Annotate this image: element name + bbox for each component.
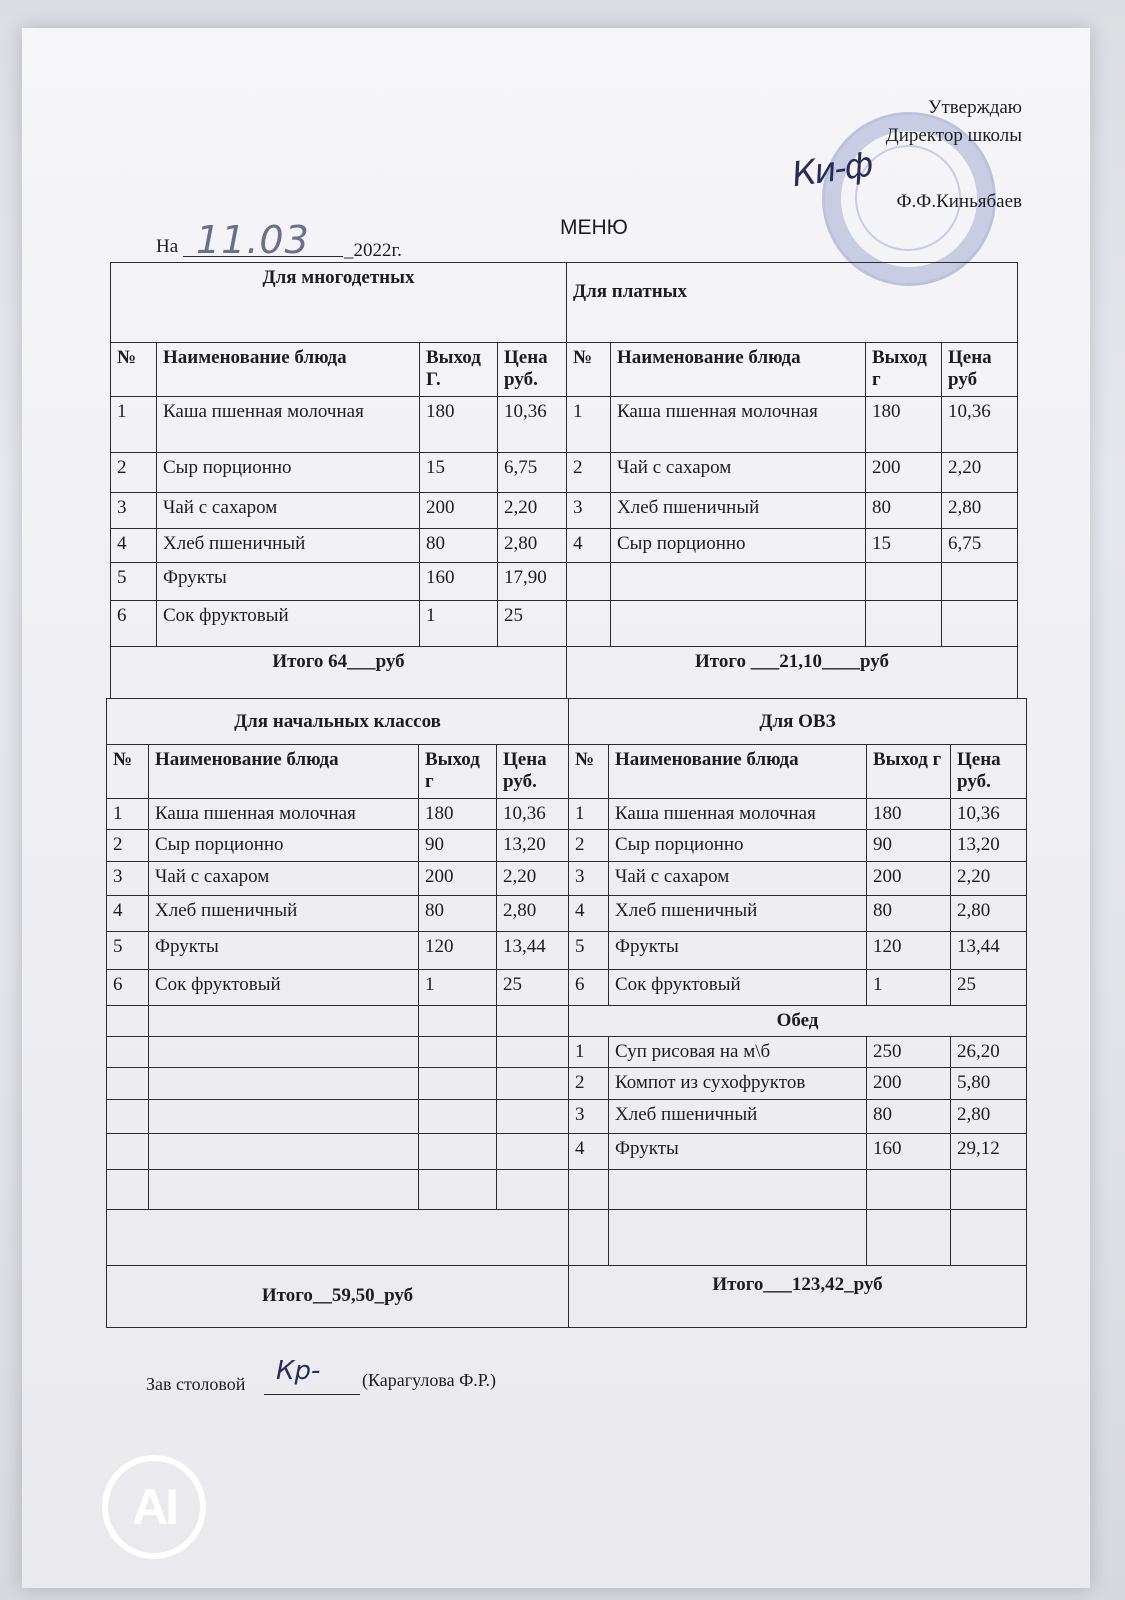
row-price: 13,44 (497, 931, 569, 969)
table-row (107, 799, 1027, 830)
row-price: 29,12 (951, 1133, 1027, 1169)
row-yield: 120 (419, 931, 497, 969)
table-row (111, 397, 1018, 453)
col-header-price: Цена руб. (951, 745, 1027, 799)
row-no: 5 (107, 931, 149, 969)
empty-cell (107, 1209, 569, 1265)
table-row (107, 1133, 1027, 1169)
col-header-yield: Выход г (867, 745, 951, 799)
watermark-logo: AI (102, 1455, 206, 1559)
total-paid: Итого ___21,10____руб (567, 647, 1018, 699)
table-row (111, 493, 1018, 529)
row-no: 6 (111, 601, 157, 647)
row-yield: 200 (867, 1067, 951, 1099)
row-yield: 80 (867, 895, 951, 931)
row-no: 1 (111, 397, 157, 453)
empty-cell (107, 1169, 149, 1209)
col-header-no: № (111, 343, 157, 397)
row-price: 17,90 (498, 563, 567, 601)
col-header-dish: Наименование блюда (149, 745, 419, 799)
row-yield: 200 (866, 453, 942, 493)
table-row (107, 1036, 1027, 1067)
row-yield: 15 (420, 453, 498, 493)
empty-cell (609, 1169, 867, 1209)
empty-cell (569, 1209, 609, 1265)
empty-cell (149, 1036, 419, 1067)
row-yield: 80 (867, 1099, 951, 1133)
empty-cell (149, 1169, 419, 1209)
empty-cell (867, 1169, 951, 1209)
row-yield: 160 (420, 563, 498, 601)
empty-cell (951, 1209, 1027, 1265)
row-price: 2,80 (951, 1099, 1027, 1133)
row-dish: Чай с сахаром (611, 453, 866, 493)
row-price: 13,20 (497, 829, 569, 861)
row-no: 3 (107, 861, 149, 895)
row-dish: Фрукты (609, 1133, 867, 1169)
empty-cell (497, 1133, 569, 1169)
row-no: 4 (569, 895, 609, 931)
empty-cell (866, 601, 942, 647)
empty-cell (149, 1067, 419, 1099)
row-dish: Фрукты (609, 931, 867, 969)
row-dish: Сыр порционно (157, 453, 420, 493)
row-dish: Каша пшенная молочная (157, 397, 420, 453)
empty-cell (942, 563, 1018, 601)
empty-cell (567, 601, 611, 647)
date-year: _2022г. (344, 240, 402, 261)
approval-line-1: Утверждаю (928, 97, 1022, 118)
total-primary: Итого__59,50_руб (107, 1265, 569, 1327)
table-row (107, 861, 1027, 895)
row-yield: 90 (419, 829, 497, 861)
row-yield: 180 (866, 397, 942, 453)
row-price: 5,80 (951, 1067, 1027, 1099)
row-dish: Сыр порционно (149, 829, 419, 861)
table-row (107, 969, 1027, 1005)
empty-cell (107, 1133, 149, 1169)
empty-cell (149, 1133, 419, 1169)
col-header-price: Цена руб (942, 343, 1018, 397)
row-yield: 180 (419, 799, 497, 830)
row-dish: Суп рисовая на м\б (609, 1036, 867, 1067)
row-yield: 120 (867, 931, 951, 969)
menu-table-top (110, 262, 1018, 699)
table-row (111, 601, 1018, 647)
section-heading-primary: Для начальных классов (107, 699, 569, 745)
col-header-no: № (107, 745, 149, 799)
row-price: 25 (498, 601, 567, 647)
row-yield: 1 (419, 969, 497, 1005)
row-price: 2,20 (951, 861, 1027, 895)
row-price: 10,36 (498, 397, 567, 453)
row-dish: Сок фруктовый (609, 969, 867, 1005)
empty-cell (497, 1036, 569, 1067)
row-price: 2,80 (942, 493, 1018, 529)
row-price: 10,36 (497, 799, 569, 830)
table-row (107, 1099, 1027, 1133)
row-yield: 180 (420, 397, 498, 453)
table-row (107, 1067, 1027, 1099)
empty-cell (107, 1005, 149, 1036)
row-yield: 80 (866, 493, 942, 529)
empty-cell (609, 1209, 867, 1265)
row-yield: 200 (420, 493, 498, 529)
row-dish: Каша пшенная молочная (611, 397, 866, 453)
total-many: Итого 64___руб (111, 647, 567, 699)
row-price: 2,80 (497, 895, 569, 931)
row-price: 10,36 (951, 799, 1027, 830)
total-ovz: Итого___123,42_руб (569, 1265, 1027, 1327)
row-yield: 180 (867, 799, 951, 830)
row-dish: Хлеб пшеничный (149, 895, 419, 931)
row-no: 3 (569, 861, 609, 895)
row-price: 13,44 (951, 931, 1027, 969)
empty-cell (942, 601, 1018, 647)
footer-label: Зав столовой (146, 1374, 246, 1394)
row-no: 3 (111, 493, 157, 529)
empty-cell (867, 1209, 951, 1265)
col-header-yield: Выход Г. (420, 343, 498, 397)
row-dish: Фрукты (157, 563, 420, 601)
row-no: 2 (569, 1067, 609, 1099)
row-dish: Компот из сухофруктов (609, 1067, 867, 1099)
approval-line-2: Директор школы (885, 125, 1022, 146)
row-no: 2 (569, 829, 609, 861)
row-no: 1 (569, 799, 609, 830)
row-no: 3 (567, 493, 611, 529)
row-price: 10,36 (942, 397, 1018, 453)
table-row (107, 829, 1027, 861)
lunch-heading: Обед (569, 1005, 1027, 1036)
row-no: 2 (107, 829, 149, 861)
row-dish: Чай с сахаром (157, 493, 420, 529)
table-row (107, 895, 1027, 931)
empty-cell (419, 1067, 497, 1099)
footer-signature-line (264, 1394, 360, 1395)
col-header-yield: Выход г (866, 343, 942, 397)
row-dish: Чай с сахаром (609, 861, 867, 895)
row-yield: 90 (867, 829, 951, 861)
row-yield: 1 (867, 969, 951, 1005)
row-dish: Фрукты (149, 931, 419, 969)
canteen-head-signature: Кр- (276, 1356, 321, 1386)
row-yield: 200 (419, 861, 497, 895)
row-dish: Чай с сахаром (149, 861, 419, 895)
section-heading-ovz: Для ОВЗ (569, 699, 1027, 745)
empty-cell (419, 1169, 497, 1209)
row-dish: Хлеб пшеничный (609, 895, 867, 931)
empty-cell (497, 1067, 569, 1099)
empty-cell (611, 601, 866, 647)
col-header-no: № (567, 343, 611, 397)
row-yield: 1 (420, 601, 498, 647)
row-price: 26,20 (951, 1036, 1027, 1067)
section-heading-paid: Для платных (567, 263, 1018, 343)
row-no: 6 (569, 969, 609, 1005)
row-no: 3 (569, 1099, 609, 1133)
row-no: 1 (569, 1036, 609, 1067)
row-no: 1 (107, 799, 149, 830)
empty-cell (107, 1067, 149, 1099)
section-heading-many: Для многодетных (111, 263, 567, 343)
row-yield: 15 (866, 529, 942, 563)
empty-cell (611, 563, 866, 601)
row-no: 4 (567, 529, 611, 563)
empty-cell (419, 1005, 497, 1036)
empty-cell (951, 1169, 1027, 1209)
director-name: Ф.Ф.Киньябаев (896, 191, 1022, 212)
row-dish: Каша пшенная молочная (149, 799, 419, 830)
empty-cell (419, 1036, 497, 1067)
row-yield: 80 (420, 529, 498, 563)
col-header-dish: Наименование блюда (611, 343, 866, 397)
row-price: 25 (951, 969, 1027, 1005)
row-dish: Сыр порционно (611, 529, 866, 563)
date-prefix: На (156, 236, 179, 257)
row-no: 4 (111, 529, 157, 563)
col-header-price: Цена руб. (498, 343, 567, 397)
row-price: 2,80 (498, 529, 567, 563)
row-yield: 250 (867, 1036, 951, 1067)
col-header-price: Цена руб. (497, 745, 569, 799)
col-header-yield: Выход г (419, 745, 497, 799)
row-no: 5 (569, 931, 609, 969)
row-dish: Хлеб пшеничный (157, 529, 420, 563)
empty-cell (866, 563, 942, 601)
row-no: 2 (111, 453, 157, 493)
empty-cell (497, 1005, 569, 1036)
col-header-no: № (569, 745, 609, 799)
empty-cell (497, 1099, 569, 1133)
empty-cell (149, 1099, 419, 1133)
empty-cell (419, 1099, 497, 1133)
row-price: 6,75 (498, 453, 567, 493)
table-row (107, 931, 1027, 969)
row-dish: Сыр порционно (609, 829, 867, 861)
row-dish: Сок фруктовый (157, 601, 420, 647)
row-price: 2,20 (498, 493, 567, 529)
empty-cell (107, 1036, 149, 1067)
table-row (111, 453, 1018, 493)
row-no: 5 (111, 563, 157, 601)
col-header-dish: Наименование блюда (157, 343, 420, 397)
row-yield: 200 (867, 861, 951, 895)
row-dish: Хлеб пшеничный (611, 493, 866, 529)
row-no: 2 (567, 453, 611, 493)
row-yield: 160 (867, 1133, 951, 1169)
row-no: 6 (107, 969, 149, 1005)
canteen-head-name: (Карагулова Ф.Р.) (362, 1370, 497, 1390)
col-header-dish: Наименование блюда (609, 745, 867, 799)
row-price: 25 (497, 969, 569, 1005)
row-yield: 80 (419, 895, 497, 931)
empty-cell (567, 563, 611, 601)
row-dish: Сок фруктовый (149, 969, 419, 1005)
row-no: 1 (567, 397, 611, 453)
empty-cell (497, 1169, 569, 1209)
menu-table-bottom (106, 698, 1027, 1328)
table-row (111, 529, 1018, 563)
row-no: 4 (107, 895, 149, 931)
row-price: 2,80 (951, 895, 1027, 931)
empty-cell (419, 1133, 497, 1169)
director-signature: Ки-ф (789, 144, 874, 196)
table-row (111, 563, 1018, 601)
page-title: МЕНЮ (560, 216, 628, 239)
row-price: 6,75 (942, 529, 1018, 563)
row-no: 4 (569, 1133, 609, 1169)
empty-cell (107, 1099, 149, 1133)
row-dish: Хлеб пшеничный (609, 1099, 867, 1133)
empty-cell (569, 1169, 609, 1209)
empty-cell (149, 1005, 419, 1036)
row-price: 2,20 (497, 861, 569, 895)
row-dish: Каша пшенная молочная (609, 799, 867, 830)
row-price: 13,20 (951, 829, 1027, 861)
date-handwritten: 11.03 (196, 218, 310, 262)
row-price: 2,20 (942, 453, 1018, 493)
